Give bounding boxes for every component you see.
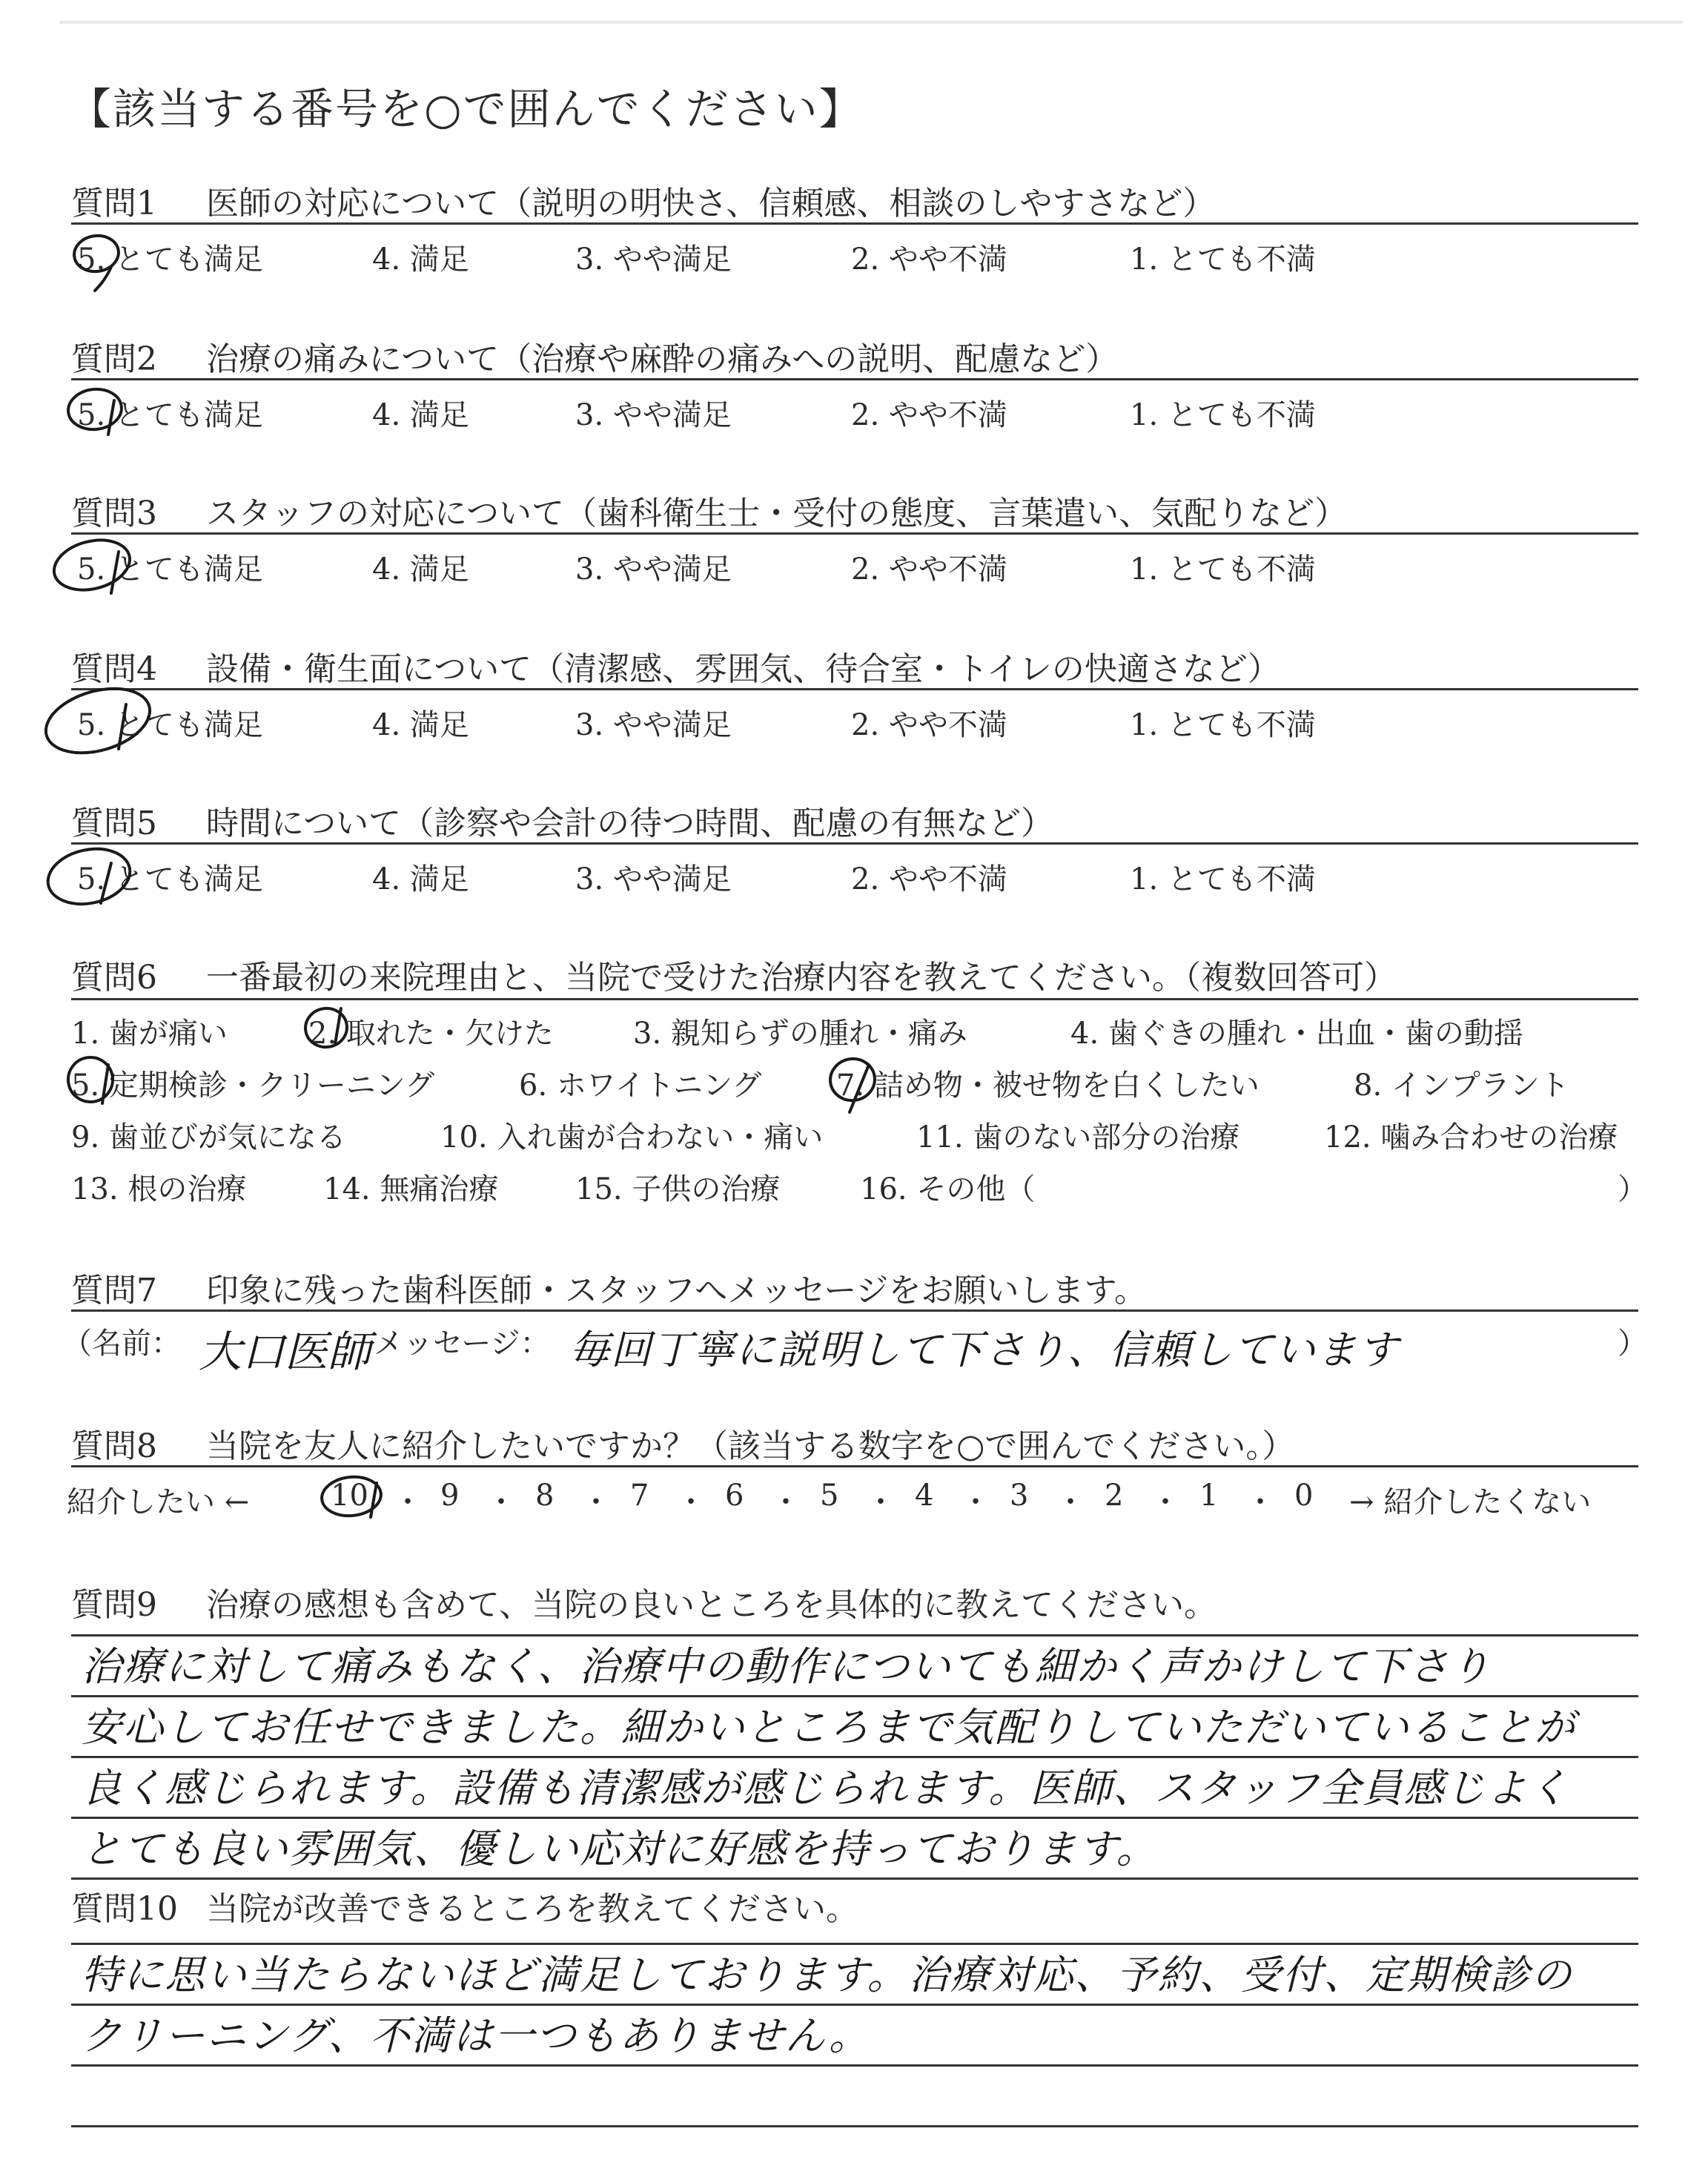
page-title: 【該当する番号を○で囲んでください】 [68, 84, 864, 134]
question-text: 治療の痛みについて（治療や麻酔の痛みへの説明、配慮など） [206, 340, 1119, 378]
option-5[interactable]: 5. とても満足 [77, 708, 263, 742]
question-text: 当院が改善できるところを教えてください。 [206, 1890, 858, 1928]
question-label: 質問7 [71, 1272, 157, 1309]
divider [71, 1309, 1638, 1312]
score-1[interactable]: 1 [1199, 1479, 1219, 1513]
recommend-left-label: 紹介したい ← [67, 1485, 250, 1519]
reason-option-8[interactable]: 8. インプラント [1354, 1069, 1569, 1103]
score-8[interactable]: 8 [535, 1479, 555, 1513]
recommend-right-label: → 紹介したくない [1349, 1485, 1592, 1519]
option-3[interactable]: 3. やや満足 [575, 242, 732, 277]
option-4[interactable]: 4. 満足 [372, 242, 469, 277]
divider [71, 222, 1638, 225]
option-1[interactable]: 1. とても不満 [1130, 398, 1316, 432]
separator: ・ [771, 1485, 801, 1519]
reason-option-14[interactable]: 14. 無痛治療 [323, 1172, 499, 1206]
score-0[interactable]: 0 [1294, 1479, 1314, 1513]
divider [71, 532, 1638, 535]
question-label: 質問5 [71, 805, 157, 842]
question-text: 設備・衛生面について（清潔感、雰囲気、待合室・トイレの快適さなど） [206, 650, 1280, 688]
reason-option-12[interactable]: 12. 噛み合わせの治療 [1324, 1120, 1618, 1155]
option-1[interactable]: 1. とても不満 [1130, 552, 1316, 587]
score-7[interactable]: 7 [630, 1479, 649, 1513]
reason-option-2[interactable]: 2. 取れた・欠けた [308, 1017, 554, 1051]
score-10[interactable]: 10 [331, 1479, 368, 1513]
reason-option-7[interactable]: 7. 詰め物・被せ物を白くしたい [836, 1069, 1260, 1103]
option-1[interactable]: 1. とても不満 [1130, 708, 1316, 742]
option-2[interactable]: 2. やや不満 [851, 398, 1007, 432]
option-1[interactable]: 1. とても不満 [1130, 862, 1316, 896]
question-text: 一番最初の来院理由と、当院で受けた治療内容を教えてください。（複数回答可） [206, 959, 1397, 997]
reason-option-13[interactable]: 13. 根の治療 [71, 1172, 247, 1206]
question-text: 医師の対応について（説明の明快さ、信頼感、相談のしやすさなど） [206, 185, 1216, 222]
separator: ・ [961, 1485, 990, 1519]
score-6[interactable]: 6 [725, 1479, 744, 1513]
reason-option-3[interactable]: 3. 親知らずの腫れ・痛み [633, 1017, 967, 1051]
reason-option-15[interactable]: 15. 子供の治療 [575, 1172, 781, 1206]
divider [71, 688, 1638, 690]
separator: ・ [1245, 1485, 1275, 1519]
answer-text-line[interactable]: クリーニング、不満は一つもありません。 [82, 2012, 870, 2059]
reason-option-1[interactable]: 1. 歯が痛い [71, 1017, 228, 1051]
answer-line [71, 2125, 1638, 2127]
score-9[interactable]: 9 [440, 1479, 460, 1513]
question-label: 質問4 [71, 650, 157, 688]
close-paren: ） [1618, 1172, 1647, 1206]
option-2[interactable]: 2. やや不満 [851, 708, 1007, 742]
question-label: 質問10 [71, 1890, 178, 1928]
separator: ・ [486, 1485, 516, 1519]
separator: ・ [393, 1485, 423, 1519]
option-2[interactable]: 2. やや不満 [851, 242, 1007, 277]
answer-text-line[interactable]: 安心してお任せできました。細かいところまで気配りしていただいていることが [82, 1704, 1576, 1751]
answer-line [71, 1877, 1638, 1880]
option-4[interactable]: 4. 満足 [372, 708, 469, 742]
separator: ・ [581, 1485, 611, 1519]
reason-option-11[interactable]: 11. 歯のない部分の治療 [916, 1120, 1240, 1155]
reason-option-16[interactable]: 16. その他（ [860, 1172, 1036, 1206]
divider [71, 842, 1638, 845]
score-2[interactable]: 2 [1105, 1479, 1124, 1513]
option-3[interactable]: 3. やや満足 [575, 862, 732, 896]
divider [71, 378, 1638, 380]
score-4[interactable]: 4 [915, 1479, 934, 1513]
reason-option-5[interactable]: 5. 定期検診・クリーニング [71, 1069, 435, 1103]
option-4[interactable]: 4. 満足 [372, 552, 469, 587]
option-3[interactable]: 3. やや満足 [575, 398, 732, 432]
reason-option-6[interactable]: 6. ホワイトニング [519, 1069, 762, 1103]
option-4[interactable]: 4. 満足 [372, 398, 469, 432]
question-label: 質問6 [71, 959, 157, 997]
close-paren: ） [1618, 1327, 1647, 1361]
question-text: スタッフの対応について（歯科衛生士・受付の態度、言葉遣い、気配りなど） [206, 495, 1348, 532]
message-handwritten[interactable]: 毎回丁寧に説明して下さり、信頼しています [569, 1327, 1400, 1373]
option-1[interactable]: 1. とても不満 [1130, 242, 1316, 277]
question-text: 時間について（診察や会計の待つ時間、配慮の有無など） [206, 805, 1054, 842]
divider [71, 1465, 1638, 1467]
name-label: （名前： [62, 1327, 181, 1361]
separator: ・ [1151, 1485, 1180, 1519]
answer-line [71, 2064, 1638, 2067]
question-label: 質問1 [71, 185, 157, 222]
option-3[interactable]: 3. やや満足 [575, 552, 732, 587]
option-5[interactable]: 5. とても満足 [77, 552, 263, 587]
question-label: 質問9 [71, 1586, 157, 1624]
message-label: メッセージ： [374, 1327, 550, 1361]
option-5[interactable]: 5. とても満足 [77, 862, 263, 896]
score-5[interactable]: 5 [820, 1479, 839, 1513]
answer-text-line[interactable]: とても良い雰囲気、優しい応対に好感を持っております。 [82, 1826, 1158, 1872]
score-3[interactable]: 3 [1010, 1479, 1029, 1513]
divider [71, 998, 1638, 1000]
reason-option-4[interactable]: 4. 歯ぐきの腫れ・出血・歯の動揺 [1070, 1017, 1523, 1051]
question-label: 質問8 [71, 1427, 157, 1465]
answer-text-line[interactable]: 治療に対して痛みもなく、治療中の動作についても細かく声かけして下さり [82, 1643, 1492, 1690]
option-4[interactable]: 4. 満足 [372, 862, 469, 896]
question-text: 治療の感想も含めて、当院の良いところを具体的に教えてください。 [206, 1586, 1217, 1624]
question-text: 印象に残った歯科医師・スタッフへメッセージをお願いします。 [206, 1272, 1147, 1309]
option-3[interactable]: 3. やや満足 [575, 708, 732, 742]
separator: ・ [1056, 1485, 1085, 1519]
question-label: 質問2 [71, 340, 157, 378]
option-5[interactable]: 5. とても満足 [77, 242, 263, 277]
separator: ・ [866, 1485, 896, 1519]
answer-text-line[interactable]: 特に思い当たらないほど満足しております。治療対応、予約、受付、定期検診の [82, 1952, 1573, 1998]
option-2[interactable]: 2. やや不満 [851, 552, 1007, 587]
option-5[interactable]: 5. とても満足 [77, 398, 263, 432]
reason-option-9[interactable]: 9. 歯並びが気になる [71, 1120, 346, 1155]
reason-option-10[interactable]: 10. 入れ歯が合わない・痛い [440, 1120, 824, 1155]
separator: ・ [676, 1485, 706, 1519]
option-2[interactable]: 2. やや不満 [851, 862, 1007, 896]
name-handwritten[interactable]: 大口医師 [199, 1327, 371, 1377]
scan-edge [59, 21, 1683, 24]
question-text: 当院を友人に紹介したいですか？（該当する数字を○で囲んでください。） [206, 1427, 1295, 1465]
answer-text-line[interactable]: 良く感じられます。設備も清潔感が感じられます。医師、スタッフ全員感じよく [82, 1765, 1570, 1811]
question-label: 質問3 [71, 495, 157, 532]
